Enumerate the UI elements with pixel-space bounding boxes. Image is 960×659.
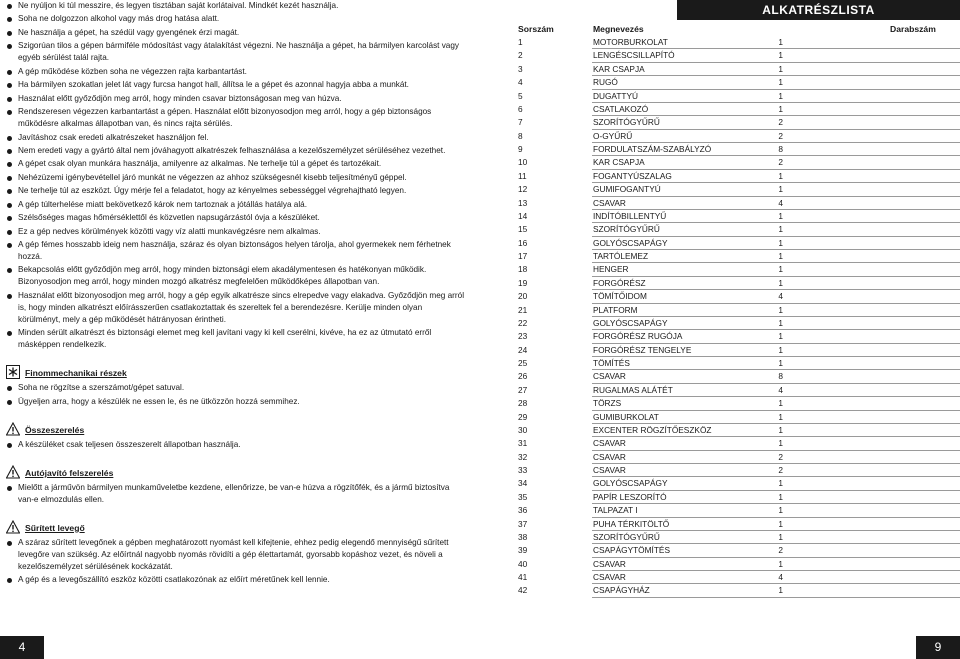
part-name: HENGER (593, 264, 629, 275)
part-name: PUHA TÉRKITÖLTŐ (593, 518, 670, 529)
bullet-text: A gép és a levegőszállító eszköz közötti csatlakozónak az előírt méretűnek kell lennie. (18, 575, 330, 585)
parts-table-row (517, 491, 960, 504)
parts-table-row (517, 263, 960, 276)
part-quantity: 1 (778, 37, 783, 47)
parts-table-row (517, 411, 960, 424)
part-quantity: 1 (778, 344, 783, 355)
bullet-item (6, 106, 466, 130)
parts-table-header (517, 24, 960, 36)
parts-table-row (517, 464, 960, 477)
section-header (6, 363, 466, 379)
part-quantity: 1 (778, 237, 783, 248)
part-number: 40 (518, 558, 528, 569)
part-number: 32 (518, 451, 528, 462)
part-quantity: 1 (778, 304, 783, 315)
bullet-item (6, 145, 466, 157)
bullet-item (6, 327, 466, 351)
snowflake-icon (6, 365, 20, 379)
part-name: PAPÍR LESZORÍTÓ (593, 491, 667, 502)
part-quantity: 1 (778, 103, 783, 114)
bullet-text: Soha ne rögzítse a szerszámot/gépet satuval. (18, 383, 185, 393)
bullet-dot-icon (7, 216, 12, 221)
part-number: 8 (518, 130, 523, 141)
bullet-text: Használat előtt bizonyosodjon meg arról, hogy a gép egyik alkatrésze sincs elrepedve vagy elakadva. Győződjön meg arról is, hogy minden alkatrészt előírásszerűen csatlakoztattak és szereltek fel a berendezésre. Kerülje minden olyan körülményt, mely a gép működését hátrányosan érintheti. (18, 290, 465, 324)
bullet-item (6, 239, 466, 263)
part-number: 37 (518, 518, 528, 529)
parts-table-row (517, 290, 960, 303)
part-number: 18 (518, 264, 528, 275)
part-name: CSAVAR (593, 451, 626, 462)
part-name: EXCENTER RÖGZÍTŐESZKÖZ (593, 424, 712, 435)
bullet-text: A száraz sűrített levegőnek a gépben meghatározott nyomást kell kifejtenie, ehhez pedig elegendő mennyiségű sűrített levegőre van szükség. Az előírtnál nagyobb nyomás rövidíti a gép élettartamát, gyorsabb kopáshoz vezet, és növeli a kezelőszemélyzet sérülésének kockázatát. (18, 537, 449, 571)
bullet-dot-icon (7, 110, 12, 115)
part-name: KAR CSAPJA (593, 63, 645, 74)
bullet-item (6, 439, 466, 451)
part-quantity: 4 (778, 197, 783, 208)
bullet-item (6, 66, 466, 78)
parts-table-row (517, 103, 960, 116)
bullet-text: A gép működése közben soha ne végezzen rajta karbantartást. (18, 66, 247, 76)
parts-table-row (517, 584, 960, 597)
part-name: CSAVAR (593, 465, 626, 475)
parts-table-row (517, 90, 960, 103)
bullet-dot-icon (7, 31, 12, 36)
part-number: 1 (518, 37, 523, 47)
part-quantity: 1 (778, 50, 783, 61)
part-quantity: 1 (778, 531, 783, 542)
part-number: 13 (518, 197, 528, 208)
parts-table-row (517, 384, 960, 397)
part-number: 11 (518, 170, 527, 181)
bullet-dot-icon (7, 486, 12, 491)
part-number: 41 (518, 572, 528, 582)
part-number: 30 (518, 424, 528, 435)
parts-table-row (517, 49, 960, 62)
part-quantity: 2 (778, 130, 783, 141)
bullet-item (6, 79, 466, 91)
page-number-left: 4 (0, 636, 44, 659)
part-number: 6 (518, 103, 523, 114)
sections-container (6, 363, 466, 586)
parts-table-row (517, 304, 960, 317)
bullet-text: Ha bármilyen szokatlan jelet lát vagy furcsa hangot hall, állítsa le a gépet és azonnal hagyja abba a munkát. (18, 80, 409, 90)
parts-table-row (517, 183, 960, 196)
part-number: 16 (518, 237, 528, 248)
part-name: DUGATTYÚ (593, 90, 639, 101)
part-quantity: 1 (778, 585, 783, 596)
warning-triangle-icon (6, 520, 20, 534)
part-name: GOLYÓSCSAPÁGY (593, 478, 668, 489)
bullet-text: A gépet csak olyan munkára használja, amilyenre az alkalmas. Ne terhelje túl a gépet és tartozékait. (18, 159, 382, 169)
section-bullet-list (6, 537, 466, 586)
part-name: O-GYŰRŰ (593, 130, 633, 141)
parts-table-row (517, 518, 960, 531)
safety-bullet-list (6, 0, 466, 351)
bullet-text: Ügyeljen arra, hogy a készülék ne essen le, és ne ütközzön hozzá semmihez. (18, 396, 300, 406)
bullet-text: Ne nyúljon ki túl messzire, és legyen tisztában saját korlátaival. Mindkét kezét használja. (18, 1, 339, 10)
bullet-item (6, 172, 466, 184)
part-number: 7 (518, 117, 523, 128)
section-header (6, 518, 466, 534)
part-name: RUGALMAS ALÁTÉT (593, 384, 673, 395)
part-number: 34 (518, 478, 528, 489)
part-quantity: 1 (778, 184, 783, 195)
bullet-dot-icon (7, 97, 12, 102)
part-number: 31 (518, 438, 528, 449)
part-name: INDÍTÓBILLENTYŰ (593, 210, 667, 221)
bullet-text: Nem eredeti vagy a gyártó által nem jóváhagyott alkatrészek felhasználása a kezelőszemélyzet sérüléséhez vezethet. (18, 145, 446, 155)
safety-column (6, 0, 466, 588)
bullet-item (6, 290, 466, 326)
part-name: GUMIBURKOLAT (593, 411, 659, 422)
bullet-text: A készüléket csak teljesen összeszerelt állapotban használja. (18, 439, 241, 449)
part-number: 27 (518, 384, 528, 395)
parts-table-row (517, 437, 960, 450)
parts-table-row (517, 477, 960, 490)
bullet-dot-icon (7, 443, 12, 448)
bullet-text: Szigorúan tilos a gépen bármiféle módosítást vagy átalakítást végezni. Ne használja a gépet, ha bármilyen karcolást vagy egyéb sérülést talál rajta. (18, 41, 460, 63)
parts-list-title: ALKATRÉSZLISTA (677, 0, 960, 20)
part-quantity: 1 (778, 63, 783, 74)
part-name: TALPAZAT I (593, 505, 638, 516)
part-quantity: 1 (778, 438, 783, 449)
part-number: 5 (518, 90, 523, 101)
part-name: SZORÍTÓGYŰRŰ (593, 224, 660, 235)
section-title: Finommechanikai részek (25, 368, 127, 379)
bullet-dot-icon (7, 578, 12, 583)
part-number: 29 (518, 411, 528, 422)
section-header (6, 420, 466, 436)
bullet-item (6, 264, 466, 288)
part-name: CSAPÁGYTÖMÍTÉS (593, 545, 670, 556)
part-number: 2 (518, 50, 523, 61)
part-name: TÖRZS (593, 398, 622, 409)
bullet-dot-icon (7, 541, 12, 546)
part-name: FORDULATSZÁM-SZABÁLYZÓ (593, 144, 712, 154)
part-quantity: 4 (778, 384, 783, 395)
part-name: TÖMÍTÉS (593, 358, 630, 368)
parts-table-row (517, 250, 960, 263)
part-name: SZORÍTÓGYŰRŰ (593, 531, 660, 542)
part-number: 10 (518, 157, 528, 168)
part-quantity: 4 (778, 291, 783, 302)
part-quantity: 2 (778, 157, 783, 168)
parts-table-row (517, 116, 960, 129)
part-number: 35 (518, 491, 528, 502)
bullet-dot-icon (7, 44, 12, 49)
part-quantity: 1 (778, 224, 783, 235)
bullet-item (6, 226, 466, 238)
part-number: 15 (518, 224, 528, 235)
part-number: 21 (518, 304, 528, 315)
part-name: CSAVAR (593, 558, 626, 569)
bullet-text: Használat előtt győződjön meg arról, hogy minden csavar biztonságosan meg van húzva. (18, 93, 342, 103)
bullet-dot-icon (7, 17, 12, 22)
section-header (6, 463, 466, 479)
section-2 (6, 463, 466, 506)
part-quantity: 1 (778, 358, 783, 368)
parts-table-row (517, 330, 960, 343)
part-quantity: 2 (778, 451, 783, 462)
part-quantity: 1 (778, 558, 783, 569)
bullet-item (6, 132, 466, 144)
bullet-text: Ne használja a gépet, ha szédül vagy gyengének érzi magát. (18, 27, 240, 37)
bullet-dot-icon (7, 203, 12, 208)
part-quantity: 1 (778, 505, 783, 516)
column-header-name: Megnevezés (593, 24, 644, 34)
part-name: CSATLAKOZÓ (593, 103, 649, 114)
part-quantity: 1 (778, 90, 783, 101)
bullet-item (6, 396, 466, 408)
part-quantity: 1 (778, 331, 783, 342)
bullet-text: Ne terhelje túl az eszközt. Úgy mérje fel a feladatot, hogy az kényelmes sebességgel végrehajtható legyen. (18, 186, 407, 196)
part-number: 12 (518, 184, 528, 195)
bullet-dot-icon (7, 70, 12, 75)
part-quantity: 1 (778, 251, 783, 261)
part-name: CSAVAR (593, 438, 626, 449)
parts-table-row (517, 197, 960, 210)
part-number: 38 (518, 531, 528, 542)
bullet-item (6, 382, 466, 394)
parts-table-row (517, 397, 960, 410)
parts-table-row (517, 223, 960, 236)
bullet-dot-icon (7, 243, 12, 248)
column-header-no: Sorszám (518, 24, 554, 34)
part-quantity: 1 (778, 411, 783, 422)
bullet-text: Mielőtt a járművön bármilyen munkaműveletbe kezdene, ellenőrizze, be van-e húzva a rögzítőfék, és a jármű biztosítva van-e elmozdulás ellen. (18, 482, 450, 504)
part-name: CSAVAR (593, 197, 626, 208)
part-name: FORGÓRÉSZ RUGÓJA (593, 331, 683, 342)
bullet-item (6, 482, 466, 506)
parts-table-row (517, 143, 960, 156)
bullet-dot-icon (7, 400, 12, 405)
bullet-item (6, 574, 466, 586)
part-name: GUMIFOGANTYÚ (593, 184, 661, 195)
part-quantity: 1 (778, 478, 783, 489)
part-name: TÖMÍTŐIDOM (593, 291, 647, 302)
column-header-qty: Darabszám (890, 24, 936, 34)
part-name: CSAVAR (593, 572, 626, 582)
parts-table-row (517, 76, 960, 89)
bullet-dot-icon (7, 268, 12, 273)
section-title: Sűrített levegő (25, 522, 85, 533)
parts-table-row (517, 210, 960, 223)
part-number: 23 (518, 331, 528, 342)
part-number: 36 (518, 505, 528, 516)
part-quantity: 1 (778, 264, 783, 275)
part-name: FORGÓRÉSZ TENGELYE (593, 344, 692, 355)
parts-table-row (517, 424, 960, 437)
part-quantity: 2 (778, 465, 783, 475)
part-name: LENGÉSCSILLAPÍTÓ (593, 50, 675, 61)
part-number: 28 (518, 398, 528, 409)
bullet-text: Bekapcsolás előtt győződjön meg arról, hogy minden biztonsági elem akadálymentesen és hatékonyan működik. Bizonyosodjon meg arról, hogy minden mozgó alkatrész megfelelően működőképes állapotban van. (18, 265, 427, 287)
part-number: 39 (518, 545, 528, 556)
part-number: 25 (518, 358, 528, 368)
part-quantity: 1 (778, 77, 783, 88)
bullet-text: Javításhoz csak eredeti alkatrészeket használjon fel. (18, 132, 209, 142)
part-number: 24 (518, 344, 528, 355)
bullet-text: Szélsőséges magas hőmérséklettől és közvetlen napsugárzástól óvja a készüléket. (18, 213, 320, 223)
bullet-text: A gép túlterhelése miatt bekövetkező károk nem tartoznak a jótállás hatálya alá. (18, 199, 308, 209)
bullet-item (6, 537, 466, 573)
part-quantity: 1 (778, 424, 783, 435)
part-number: 14 (518, 210, 528, 221)
part-number: 33 (518, 465, 528, 475)
part-quantity: 1 (778, 277, 783, 288)
bullet-dot-icon (7, 83, 12, 88)
part-number: 4 (518, 77, 523, 88)
bullet-item (6, 158, 466, 170)
part-quantity: 8 (778, 144, 783, 154)
bullet-item (6, 93, 466, 105)
warning-triangle-icon (6, 422, 20, 436)
bullet-item (6, 199, 466, 211)
bullet-text: Rendszeresen végezzen karbantartást a gépen. Használat előtt bizonyosodjon meg arról, hogy a gép biztonságos működésre alkalmas állapotban van, és nincs rajta sérülés. (18, 107, 432, 129)
part-quantity: 1 (778, 210, 783, 221)
part-name: FORGÓRÉSZ (593, 277, 646, 288)
parts-table-row (517, 451, 960, 464)
part-name: FOGANTYÚSZALAG (593, 170, 672, 181)
parts-table-row (517, 277, 960, 290)
part-number: 17 (518, 251, 528, 261)
parts-table-row (517, 344, 960, 357)
section-title: Autójavító felszerelés (25, 467, 114, 478)
parts-table-row (517, 63, 960, 76)
parts-table-row (517, 571, 960, 584)
part-name: KAR CSAPJA (593, 157, 645, 168)
bullet-dot-icon (7, 162, 12, 167)
parts-table-row (517, 558, 960, 571)
parts-table-row (517, 544, 960, 557)
part-name: TARTÓLEMEZ (593, 251, 649, 261)
part-quantity: 1 (778, 518, 783, 529)
part-name: GOLYÓSCSAPÁGY (593, 237, 668, 248)
part-number: 9 (518, 144, 523, 154)
part-quantity: 2 (778, 117, 783, 128)
bullet-text: Nehézüzemi igénybevétellel járó munkát ne végezzen az ahhoz szükségesnél kisebb teljesítményű géppel. (18, 172, 407, 182)
section-0 (6, 363, 466, 407)
part-quantity: 8 (778, 371, 783, 382)
part-name: SZORÍTÓGYŰRŰ (593, 117, 660, 128)
parts-table-row (517, 36, 960, 49)
part-number: 26 (518, 371, 528, 382)
part-number: 22 (518, 317, 528, 328)
part-name: PLATFORM (593, 304, 638, 315)
part-quantity: 2 (778, 545, 783, 556)
parts-table-body (517, 36, 960, 598)
bullet-text: Ez a gép nedves körülmények közötti vagy víz alatti munkavégzésre nem alkalmas. (18, 226, 321, 236)
part-quantity: 4 (778, 572, 783, 582)
part-name: MOTORBURKOLAT (593, 37, 668, 47)
parts-table-row (517, 370, 960, 383)
page-number-right: 9 (916, 636, 960, 659)
bullet-dot-icon (7, 136, 12, 141)
bullet-dot-icon (7, 294, 12, 299)
part-name: CSAVAR (593, 371, 626, 382)
section-title: Összeszerelés (25, 424, 85, 435)
part-quantity: 1 (778, 491, 783, 502)
bullet-item (6, 185, 466, 197)
part-number: 3 (518, 63, 523, 74)
parts-table-row (517, 504, 960, 517)
bullet-text: Soha ne dolgozzon alkohol vagy más drog hatása alatt. (18, 14, 220, 24)
part-name: RUGÓ (593, 77, 618, 88)
section-3 (6, 518, 466, 586)
bullet-dot-icon (7, 386, 12, 391)
parts-table-row (517, 531, 960, 544)
parts-table-row (517, 130, 960, 143)
bullet-dot-icon (7, 149, 12, 154)
bullet-item (6, 212, 466, 224)
part-quantity: 1 (778, 317, 783, 328)
bullet-dot-icon (7, 230, 12, 235)
part-number: 19 (518, 277, 528, 288)
section-bullet-list (6, 439, 466, 451)
bullet-item (6, 0, 466, 12)
part-quantity: 1 (778, 170, 783, 181)
bullet-dot-icon (7, 331, 12, 336)
parts-table-row (517, 170, 960, 183)
part-name: CSAPÁGYHÁZ (593, 585, 650, 596)
bullet-item (6, 40, 466, 64)
bullet-dot-icon (7, 4, 12, 9)
bullet-item (6, 13, 466, 25)
bullet-dot-icon (7, 176, 12, 181)
part-number: 42 (518, 585, 528, 596)
part-number: 20 (518, 291, 528, 302)
section-1 (6, 420, 466, 451)
part-quantity: 1 (778, 398, 783, 409)
bullet-dot-icon (7, 189, 12, 194)
warning-triangle-icon (6, 465, 20, 479)
section-bullet-list (6, 482, 466, 506)
bullet-item (6, 27, 466, 39)
parts-table-row (517, 156, 960, 169)
bullet-text: A gép fémes hosszabb ideig nem használja, száraz és olyan biztonságos helyen tárolja, ahol gyermekek nem férhetnek hozzá. (18, 240, 451, 261)
parts-table-row (517, 317, 960, 330)
part-name: GOLYÓSCSAPÁGY (593, 317, 668, 328)
bullet-text: Minden sérült alkatrészt és biztonsági elemet meg kell javítani vagy ki kell cserélni, kivéve, ha ez az útmutató erről másképpen rendelkezik. (18, 328, 432, 350)
section-bullet-list (6, 382, 466, 407)
parts-table-row (517, 237, 960, 250)
parts-table-row (517, 357, 960, 370)
